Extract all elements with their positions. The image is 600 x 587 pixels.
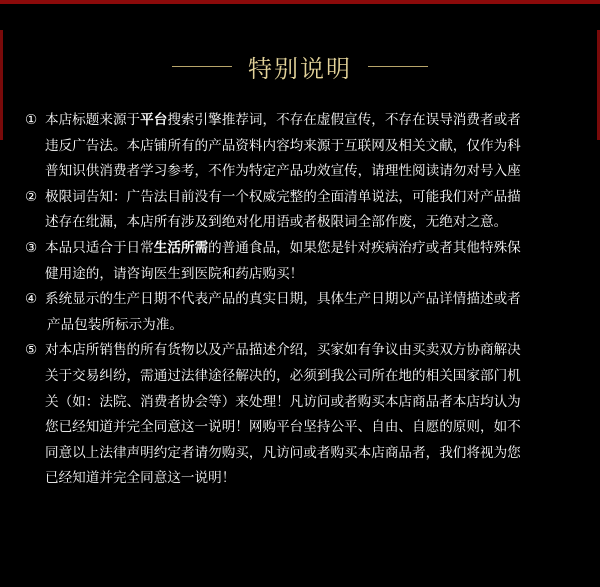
line-text: 关于交易纠纷，需通过法律途径解决的，必须到我公司所在地的相关国家部门机 xyxy=(45,367,521,384)
title-right-rule xyxy=(368,66,428,67)
notice-item-5 xyxy=(25,338,580,492)
line-text: 的普通食品，如果您是针对疾病治疗或者其他特殊保 xyxy=(208,239,521,256)
notice-line xyxy=(25,262,580,288)
line-text: 对本店所销售的所有货物以及产品描述介绍，买家如有争议由买卖双方协商解决 xyxy=(45,342,521,359)
notice-line xyxy=(25,313,580,339)
item-number: ② xyxy=(25,188,38,205)
notice-line xyxy=(25,236,580,262)
item-number: ③ xyxy=(25,239,38,256)
notice-content xyxy=(25,108,580,492)
line-text: 同意以上法律声明约定者请勿购买，凡访问或者购买本店商品者，我们将视为您 xyxy=(45,444,521,461)
line-text: 已经知道并完全同意这一说明！ xyxy=(45,470,236,487)
notice-line xyxy=(25,210,580,236)
line-text: 系统显示的生产日期不代表产品的真实日期，具体生产日期以产品详情描述或者 xyxy=(45,291,521,308)
title-row xyxy=(0,48,600,84)
notice-line xyxy=(25,108,580,134)
notice-line xyxy=(25,364,580,390)
line-text: 述存在纰漏，本店所有涉及到绝对化用语或者极限词全部作废，无绝对之意。 xyxy=(45,214,508,231)
line-text: 本品只适合于日常 xyxy=(45,239,154,256)
notice-line xyxy=(25,338,580,364)
notice-item-1 xyxy=(25,108,580,185)
left-accent-bar xyxy=(0,30,3,140)
item-number: ⑤ xyxy=(25,342,38,359)
line-text: 违反广告法。本店铺所有的产品资料内容均来源于互联网及相关文献，仅作为科 xyxy=(45,137,521,154)
line-text: 普知识供消费者学习参考，不作为特定产品功效宣传，请理性阅读请勿对号入座 xyxy=(45,163,521,180)
notice-line xyxy=(25,185,580,211)
page-title: 特别说明 xyxy=(248,54,352,83)
notice-line xyxy=(25,134,580,160)
notice-line xyxy=(25,415,580,441)
item-number: ④ xyxy=(25,291,38,308)
line-text: 关（如：法院、消费者协会等）来处理！凡访问或者购买本店商品者本店均认为 xyxy=(45,393,521,410)
title-left-rule xyxy=(172,66,232,67)
notice-line xyxy=(25,287,580,313)
top-accent-bar xyxy=(0,0,600,4)
line-text: 本店标题来源于 xyxy=(45,112,141,128)
item-number: ① xyxy=(25,112,38,128)
emphasis-text: 平台 xyxy=(140,112,168,128)
notice-item-3 xyxy=(25,236,580,287)
line-text: 您已经知道并完全同意这一说明！网购平台坚持公平、自由、自愿的原则，如不 xyxy=(45,419,521,436)
line-text: 健用途的，请咨询医生到医院和药店购买！ xyxy=(45,265,304,282)
notice-line xyxy=(25,441,580,467)
notice-line xyxy=(25,159,580,185)
line-text: 极限词告知：广告法目前没有一个权威完整的全面清单说法，可能我们对产品描 xyxy=(45,188,521,205)
emphasis-text: 生活所需 xyxy=(153,239,209,256)
notice-item-2 xyxy=(25,185,580,236)
line-text: 产品包装所标示为准。 xyxy=(47,316,183,333)
notice-item-4 xyxy=(25,287,580,338)
notice-line xyxy=(25,466,580,492)
notice-line xyxy=(25,390,580,416)
line-text: 搜索引擎推荐词，不存在虚假宣传，不存在误导消费者或者 xyxy=(167,112,521,128)
